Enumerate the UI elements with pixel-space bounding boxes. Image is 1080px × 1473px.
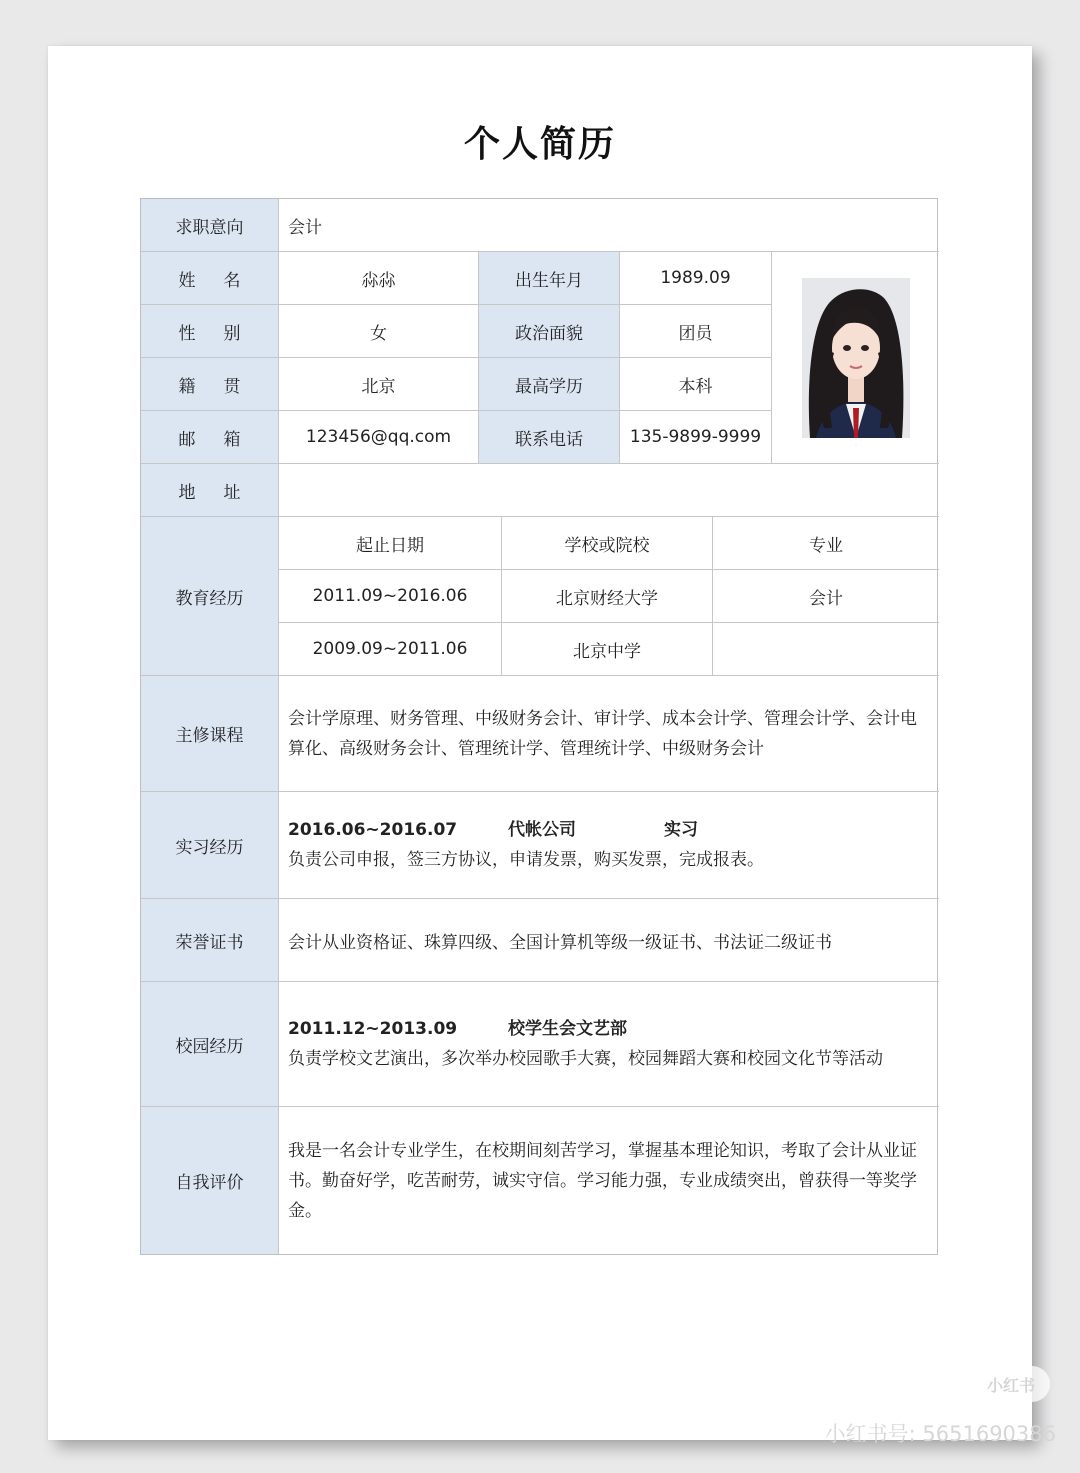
self-eval-label: 自我评价: [141, 1107, 279, 1254]
internship-desc: 负责公司申报，签三方协议，申请发票，购买发票，完成报表。: [288, 850, 764, 870]
degree-value: 本科: [620, 358, 772, 411]
education-row-2-major: [713, 623, 939, 676]
address-label: [141, 464, 279, 517]
campus-label: 校园经历: [141, 982, 279, 1107]
email-label: [141, 411, 279, 464]
courses-label: 主修课程: [141, 676, 279, 792]
internship-role: 实习: [664, 820, 698, 840]
gender-label-char-2: 别: [223, 323, 241, 344]
gender-label-char-1: 性: [178, 323, 196, 344]
internship-heading: [288, 815, 764, 845]
resume-table: [140, 198, 938, 1255]
self-eval-text: 我是一名会计专业学生，在校期间刻苦学习，掌握基本理论知识，考取了会计从业证书。勤奋好学，吃苦耐劳，诚实守信。学习能力强，专业成绩突出，曾获得一等奖学金。: [288, 1140, 917, 1221]
self-eval-cell: [279, 1107, 939, 1254]
portrait-photo: [802, 278, 910, 438]
job-intent-label: [141, 199, 279, 252]
education-row-2-dates: 2009.09~2011.06: [279, 623, 502, 676]
education-header-major: 专业: [713, 517, 939, 570]
internship-company: 代帐公司: [508, 820, 576, 840]
education-row-2-school: 北京中学: [502, 623, 713, 676]
politics-label: 政治面貌: [479, 305, 620, 358]
degree-label: 最高学历: [479, 358, 620, 411]
gender-label: [141, 305, 279, 358]
address-label-char-1: 地: [178, 482, 196, 503]
campus-org: 校学生会文艺部: [508, 1019, 627, 1039]
campus-desc: 负责学校文艺演出，多次举办校园歌手大赛，校园舞蹈大赛和校园文化节等活动: [288, 1049, 883, 1069]
origin-label-char-1: 籍: [178, 376, 196, 397]
page-title: 个人简历: [463, 124, 616, 165]
internship-label: 实习经历: [141, 792, 279, 899]
email-value: 123456@qq.com: [279, 411, 479, 464]
education-header-dates: 起止日期: [279, 517, 502, 570]
phone-value: 135-9899-9999: [620, 411, 772, 464]
education-label: 教育经历: [141, 517, 279, 676]
watermark-account: 小红书号: 5651690386: [824, 1422, 1056, 1446]
internship-period: 2016.06~2016.07: [288, 820, 458, 840]
campus-cell: [279, 982, 939, 1107]
origin-label: [141, 358, 279, 411]
origin-value: 北京: [279, 358, 479, 411]
name-label: [141, 252, 279, 305]
education-header-school: 学校或院校: [502, 517, 713, 570]
watermark-badge: 小红书: [972, 1366, 1050, 1402]
gender-value: 女: [279, 305, 479, 358]
photo-cell: [772, 252, 939, 464]
address-label-char-2: 址: [223, 482, 241, 503]
email-label-char-1: 邮: [178, 429, 196, 450]
campus-heading: [288, 1014, 883, 1044]
honors-value: 会计从业资格证、珠算四级、全国计算机等级一级证书、书法证二级证书: [279, 899, 939, 982]
address-value: [279, 464, 939, 517]
courses-text: 会计学原理、财务管理、中级财务会计、审计学、成本会计学、管理会计学、会计电算化、高级财务会计、管理统计学、管理统计学、中级财务会计: [288, 708, 917, 759]
education-row-1-school: 北京财经大学: [502, 570, 713, 623]
birth-label: 出生年月: [479, 252, 620, 305]
courses-cell: [279, 676, 939, 792]
phone-label: 联系电话: [479, 411, 620, 464]
internship-cell: [279, 792, 939, 899]
name-value: 尛尛: [279, 252, 479, 305]
job-intent-label-text: 求职意向: [175, 217, 244, 238]
resume-page: [48, 46, 1032, 1440]
honors-label: 荣誉证书: [141, 899, 279, 982]
education-row-1-dates: 2011.09~2016.06: [279, 570, 502, 623]
politics-value: 团员: [620, 305, 772, 358]
email-label-char-2: 箱: [223, 429, 241, 450]
education-row-1-major: 会计: [713, 570, 939, 623]
campus-period: 2011.12~2013.09: [288, 1019, 458, 1039]
birth-value: 1989.09: [620, 252, 772, 305]
origin-label-char-2: 贯: [223, 376, 241, 397]
name-label-char-1: 姓: [178, 270, 196, 291]
name-label-char-2: 名: [223, 270, 241, 291]
job-intent-value: 会计: [279, 199, 939, 252]
